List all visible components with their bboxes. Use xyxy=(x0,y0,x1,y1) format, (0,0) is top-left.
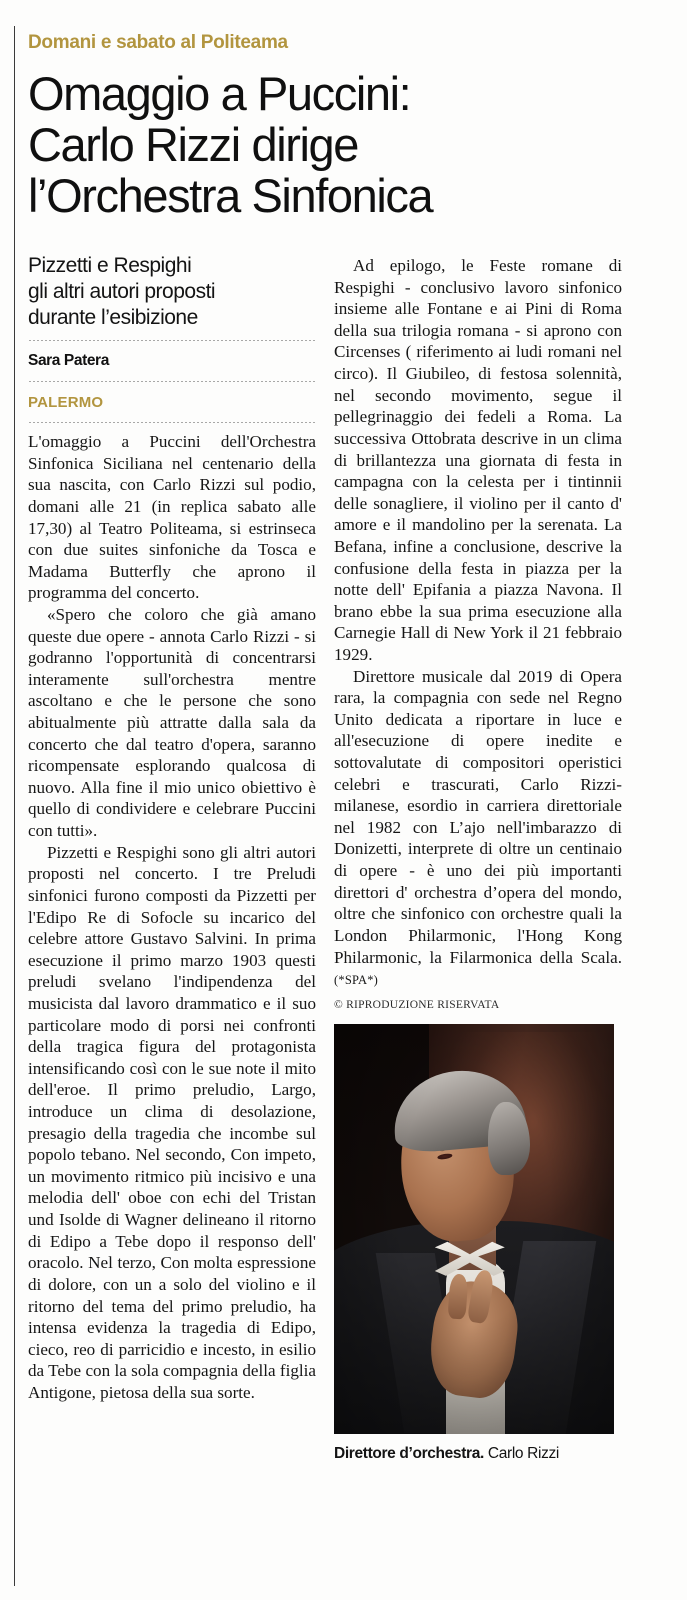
photo-caption xyxy=(334,1444,622,1463)
paragraph: «Spero che coloro che già amano queste due opere - annota Carlo Rizzi - si godranno l'opportunità di concentrarsi interamente sull'orchestra mentre ascoltano e che le persone che sono abitualmente più attratte dalla sala da concerto che dal teatro d'opera, saranno ricompensate esplorando qualcosa di nuovo. Alla fine il mio unico obiettivo è quello di condividere e celebrare Puccini con tutti». xyxy=(28,605,316,841)
body-text-right xyxy=(334,253,622,990)
paragraph xyxy=(334,666,622,990)
column-left xyxy=(28,253,316,1404)
deck-line-1: Pizzetti e Respighi xyxy=(28,254,192,278)
author-byline: Sara Patera xyxy=(28,352,109,370)
article-deck xyxy=(28,253,316,331)
column-right xyxy=(334,253,622,1463)
divider-below-byline xyxy=(28,381,316,382)
divider-above-byline xyxy=(28,340,316,341)
copyright-notice: © RIPRODUZIONE RISERVATA xyxy=(334,998,500,1011)
dateline: PALERMO xyxy=(28,394,104,412)
headline-line-1: Omaggio a Puccini: xyxy=(28,66,411,120)
agency-tag: (*SPA*) xyxy=(334,973,379,988)
conductor-photo xyxy=(334,1024,614,1434)
photo-caption-lead: Direttore d’orchestra. xyxy=(334,1444,484,1462)
deck-line-3: durante l’esibizione xyxy=(28,306,198,330)
left-margin-rule xyxy=(14,26,15,1586)
paragraph-text: Direttore musicale dal 2019 di Opera rara, la compagnia con sede nel Regno Unito dedicata a riportare in luce e all'esecuzione di opere inedite e sottovalutate di compositori operistici celebri e trascurati, Carlo Rizzi- milanese, esordio in carriera direttoriale nel 1982 con L’ajo nell'imbarazzo di Donizetti, interprete di oltre un centinaio di opere - è uno dei più importanti direttori d' orchestra d’opera del mondo, oltre che sinfonico con orchestre quali la London Philarmonic, l'Hong Kong Philarmonic, la Filarmonica della Scala. xyxy=(334,666,622,967)
photo-vignette xyxy=(334,1024,614,1434)
page-title xyxy=(28,68,628,222)
body-text-left xyxy=(28,431,316,1403)
paragraph: Ad epilogo, le Feste romane di Respighi - conclusivo lavoro sinfonico insieme alle Fontane e ai Pini di Roma della sua trilogia romana - si aprono con Circenses ( riferimento ai ludi romani nel circo). Il Giubileo, di festosa solennità, nel secondo movimento, segue il pellegrinaggio dei fedeli a Roma. La successiva Ottobrata descrive in un clima di brillantezza una giornata di festa in campagna con la celesta per i tintinnii delle sonagliere, il violino per il canto d' amore e il mandolino per la serenata. La Befana, infine a conclusione, descrive la confusione della festa in piazza per la notte dell' Epifania a piazza Navona. Il brano ebbe la sua prima esecuzione alla Carnegie Hall di New York il 21 febbraio 1929. xyxy=(334,256,622,664)
paragraph: Pizzetti e Respighi sono gli altri autori proposti nel concerto. I tre Preludi sinfonici furono composti da Pizzetti per l'Edipo Re di Sofocle su incarico del celebre attore Gustavo Salvini. In prima esecuzione il primo marzo 1903 questi preludi svelano l'indipendenza del musicista dal lavoro drammatico e il suo particolare modo di porsi nei confronti della tragica figura del protagonista intensificando così con le sue note il mito dell'eroe. Il primo preludio, Largo, introduce un clima di desolazione, presagio della tragedia che incombe sul popolo tebano. Nel secondo, Con impeto, un movimento ritmico più incisivo e una melodia dell' oboe con echi del Tristan und Isolde di Wagner delineano il ritorno di Edipo a Tebe dopo il responso dell' oracolo. Nel terzo, Con molta espressione di dolore, con un a solo del violino e il ritorno del tema del primo preludio, ha intensa evidenza la tragedia di Edipo, cieco, reo di parricidio e incesto, in esilio da Tebe con la sola compagnia della figlia Antigone, pietosa della sua sorte. xyxy=(28,842,316,1402)
headline-line-3: l’Orchestra Sinfonica xyxy=(28,169,433,223)
photo-block xyxy=(334,1024,622,1463)
divider-below-dateline xyxy=(28,422,316,423)
headline-line-2: Carlo Rizzi dirige xyxy=(28,118,359,172)
paragraph: L'omaggio a Puccini dell'Orchestra Sinfonica Siciliana nel centenario della sua nascita, con Carlo Rizzi sul podio, domani alle 21 (in replica sabato alle 17,30) al Teatro Politeama, si estrinseca con due suites sinfoniche da Tosca e Madama Butterfly che aprono il programma del concerto. xyxy=(28,432,316,603)
article-kicker: Domani e sabato al Politeama xyxy=(28,32,288,53)
deck-line-2: gli altri autori proposti xyxy=(28,280,216,304)
article-content xyxy=(28,0,658,1462)
photo-caption-rest: Carlo Rizzi xyxy=(483,1444,559,1462)
